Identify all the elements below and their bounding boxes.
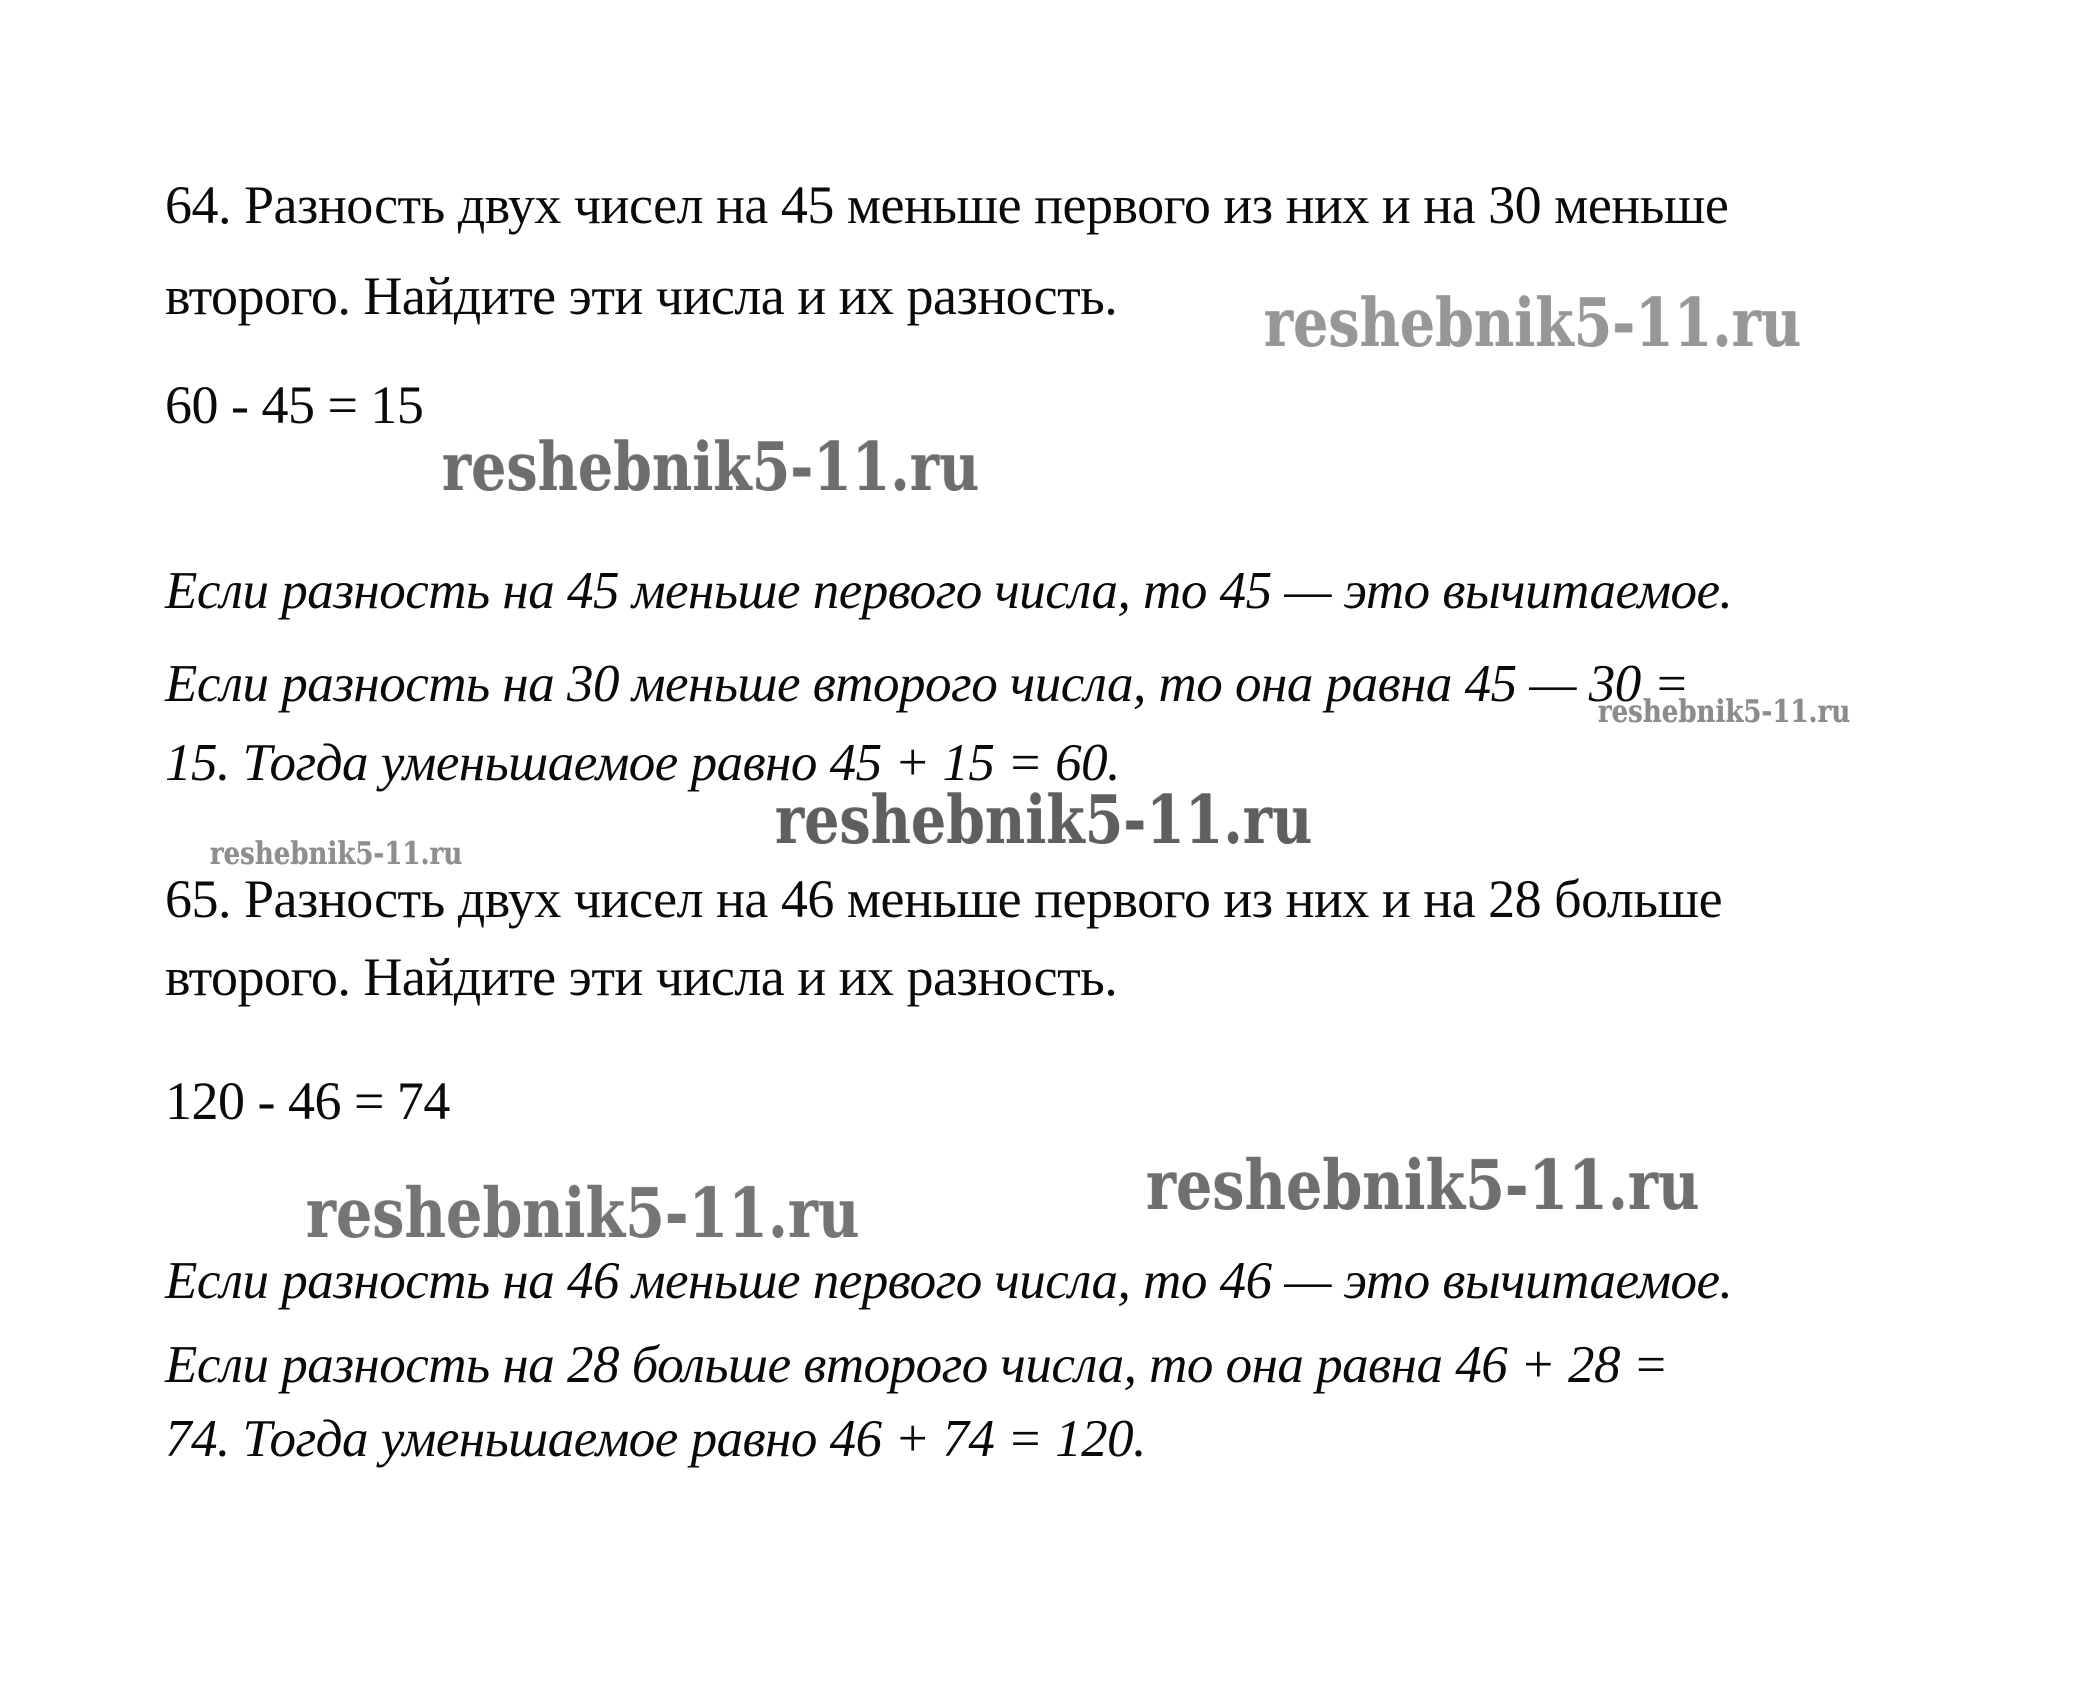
problem-65-solution-line-3: 74. Тогда уменьшаемое равно 46 + 74 = 120. (165, 1410, 1146, 1468)
problem-65-solution-line-2: Если разность на 28 больше второго числа, то она равна 46 + 28 = (165, 1336, 1669, 1394)
problem-65-solution-line-1: Если разность на 46 меньше первого числа, то 46 — это вычитаемое. (165, 1252, 1733, 1310)
watermark-bottom-right: reshebnik5-11.ru (1146, 1146, 1700, 1226)
watermark-center: reshebnik5-11.ru (775, 781, 1313, 859)
watermark-top-right: reshebnik5-11.ru (1264, 284, 1802, 362)
problem-65-statement-line-1: 65. Разность двух чисел на 46 меньше первого из них и на 28 больше (165, 869, 1723, 929)
problem-65-equation: 120 - 46 = 74 (165, 1071, 450, 1131)
watermark-left-small: reshebnik5-11.ru (210, 836, 463, 872)
problem-64-solution-line-2: Если разность на 30 меньше второго числа, то она равна 45 — 30 = (165, 655, 1689, 713)
problem-64-equation: 60 - 45 = 15 (165, 375, 424, 435)
problem-64-statement-line-1: 64. Разность двух чисел на 45 меньше первого из них и на 30 меньше (165, 175, 1729, 235)
watermark-mid-right-small: reshebnik5-11.ru (1598, 694, 1851, 730)
watermark-bottom-left: reshebnik5-11.ru (306, 1174, 860, 1254)
problem-64-statement-line-2: второго. Найдите эти числа и их разность. (165, 266, 1118, 326)
problem-65-statement-line-2: второго. Найдите эти числа и их разность. (165, 947, 1118, 1007)
watermark-under-equation-64: reshebnik5-11.ru (442, 428, 980, 506)
problem-64-solution-line-3: 15. Тогда уменьшаемое равно 45 + 15 = 60. (165, 734, 1120, 792)
problem-64-solution-line-1: Если разность на 45 меньше первого числа, то 45 — это вычитаемое. (165, 562, 1733, 620)
